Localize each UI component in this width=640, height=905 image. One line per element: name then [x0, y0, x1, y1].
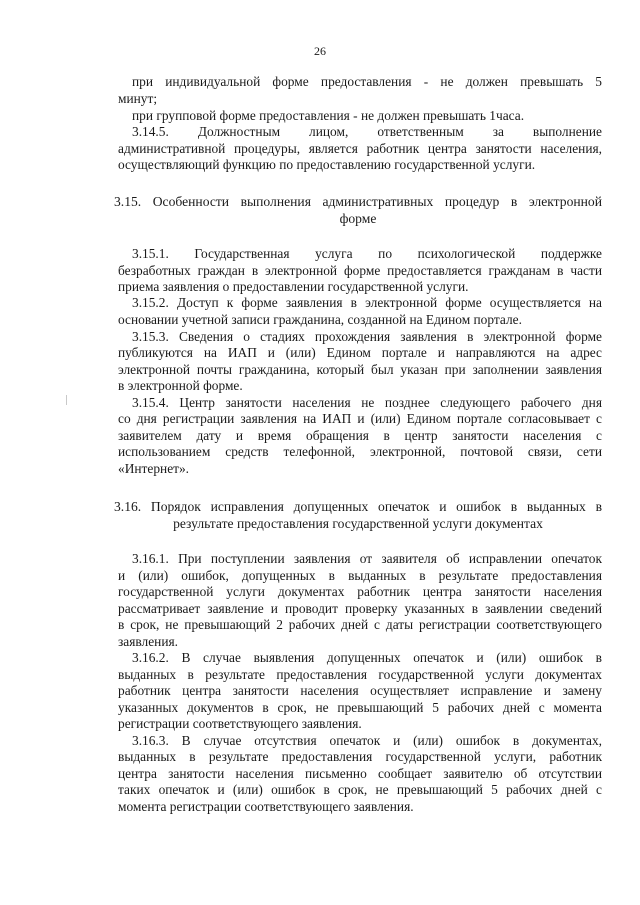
text-line: таких опечаток и (или) ошибок в срок, не превышающий 5 рабочих дней с [118, 782, 602, 797]
text-line: государственной услуги документах работник центра занятости населения [118, 584, 602, 599]
text-line: рассматривает заявление и проводит проверку указанных в заявлении сведений [118, 601, 602, 616]
page-number: 26 [314, 44, 326, 58]
text-line: 3.15.2. Доступ к форме заявления в электронной форме осуществляется на [132, 295, 602, 310]
text-line: приема заявления о предоставлении государственной услуги. [118, 279, 469, 294]
text-line: 3.16.2. В случае выявления допущенных опечаток и (или) ошибок в [132, 650, 602, 665]
text-line: основании учетной записи гражданина, созданной на Едином портале. [118, 312, 522, 327]
text-line: выданных в результате предоставления государственной услуги, работник [118, 749, 602, 764]
section-heading: 3.16. Порядок исправления допущенных опечаток и ошибок в выданных в [114, 499, 602, 514]
text-line: регистрации соответствующего заявления. [118, 716, 362, 731]
text-line: центра занятости населения письменно сообщает заявителю об отсутствии [118, 766, 602, 781]
text-line: выданных в результате предоставления государственной услуги документах [118, 667, 602, 682]
text-line: публикуются на ИАП и (или) Едином портале и направляются на адрес [118, 345, 602, 360]
text-line: административной процедуры, является работник центра занятости населения, [118, 141, 602, 156]
section-heading: форме [339, 211, 377, 226]
text-line: 3.16.1. При поступлении заявления от заявителя об исправлении опечаток [132, 551, 602, 566]
text-line: минут; [118, 91, 158, 106]
text-line: и (или) ошибок, допущенных в выданных в результате предоставления [118, 568, 602, 583]
text-line: заявления. [118, 634, 179, 649]
text-line: в срок, не превышающий 2 рабочих дней с даты регистрации соответствующего [118, 617, 602, 632]
text-line: осуществляющий функцию по предоставлению государственной услуги. [118, 157, 536, 172]
text-line: указанных документов в срок, не превышающий 5 рабочих дней с момента [118, 700, 602, 715]
text-line: со дня регистрации заявления на ИАП и (или) Едином портале согласовывает с [118, 411, 602, 426]
text-line: «Интернет». [118, 461, 190, 476]
text-line: момента регистрации соответствующего заявления. [118, 799, 414, 814]
text-line: 3.15.1. Государственная услуга по психологической поддержке [132, 246, 602, 261]
text-line: заявителем дату и время обращения в центр занятости населения с [118, 428, 602, 443]
text-line: при индивидуальной форме предоставления - не должен превышать 5 [132, 74, 602, 89]
text-line: электронной почты гражданина, который был указан при заполнении заявления [118, 362, 602, 377]
text-line: в электронной форме. [118, 378, 243, 393]
section-heading: 3.15. Особенности выполнения административных процедур в электронной [114, 194, 602, 209]
text-line: при групповой форме предоставления - не должен превышать 1часа. [132, 108, 525, 123]
text-line: 3.15.4. Центр занятости населения не позднее следующего рабочего дня [132, 395, 602, 410]
text-line: 3.16.3. В случае отсутствия опечаток и (или) ошибок в документах, [132, 733, 602, 748]
section-heading: результате предоставления государственной услуги документах [173, 516, 543, 531]
text-line: 3.15.3. Сведения о стадиях прохождения заявления в электронной форме [132, 329, 602, 344]
text-line: 3.14.5. Должностным лицом, ответственным за выполнение [132, 124, 602, 139]
text-line: работник центра занятости населения осуществляет исправление и замену [118, 683, 602, 698]
margin-mark [66, 395, 67, 405]
text-line: использованием средств телефонной, электронной, почтовой связи, сети [118, 444, 602, 459]
text-line: безработных граждан в электронной форме предоставляется гражданам в части [118, 263, 602, 278]
